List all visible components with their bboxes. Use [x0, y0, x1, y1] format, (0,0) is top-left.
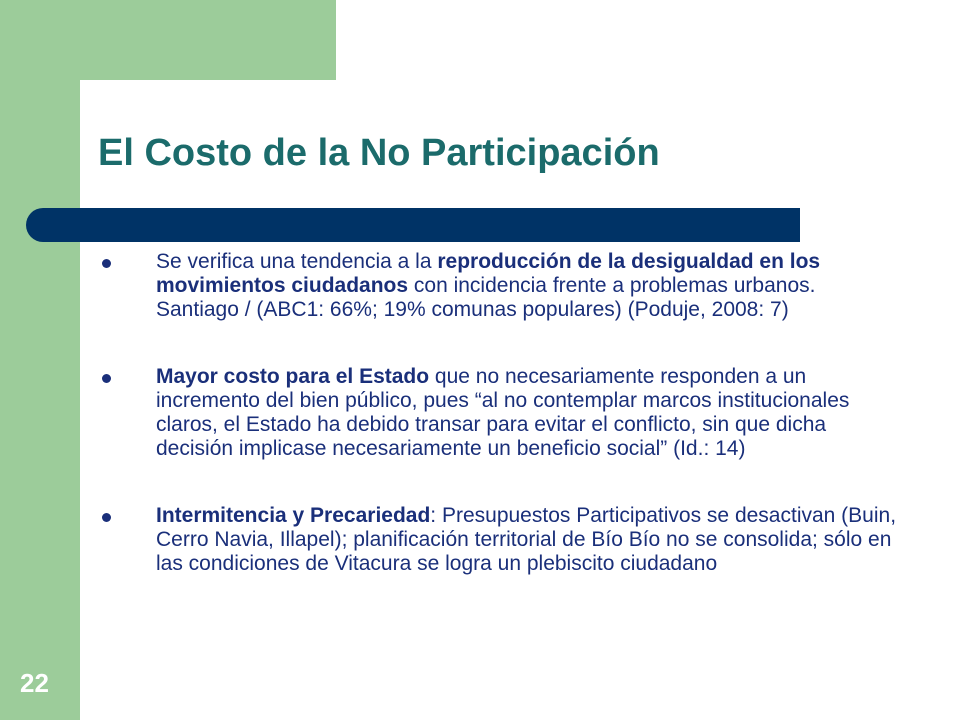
bullet-text-post: : Presupuestos Participativos se desactivan (Buin, Cerro Navia, Illapel); planificación territorial de Bío Bío no se consolida; sólo en las condiciones de Vitacura se logra un plebiscito ciudadano [156, 504, 897, 575]
bullet-text-pre: Se verifica una tendencia a la [156, 250, 438, 273]
bullet-list [100, 250, 900, 576]
slide-title: El Costo de la No Participación [98, 132, 660, 174]
bullet-dot-icon [102, 513, 111, 522]
bullet-dot-icon [102, 374, 111, 383]
bullet-text-bold: Intermitencia y Precariedad [156, 504, 431, 527]
bullet-text-post: con incidencia frente a problemas urbanos. Santiago / (ABC1: 66%; 19% comunas populares) (Poduje, 2008: 7) [156, 274, 816, 321]
bullet-text-bold: reproducción de la desigualdad en los movimientos ciudadanos [156, 250, 821, 297]
top-green-block [80, 0, 336, 80]
page-number: 22 [20, 668, 49, 698]
bullet-text-bold: Mayor costo para el Estado [156, 365, 430, 388]
bullet-item [100, 250, 900, 322]
title-underline-bar [26, 208, 800, 242]
bullet-text-post: que no necesariamente responden a un incremento del bien público, pues “al no contemplar marcos institucionales claros, el Estado ha debido transar para evitar el conflicto, sin que dicha decisión implicase necesariamente un beneficio social” (Id.: 14) [156, 365, 850, 460]
left-green-band [0, 0, 80, 720]
bullet-item [100, 504, 900, 576]
bullet-item [100, 365, 900, 461]
bullet-dot-icon [102, 259, 111, 268]
